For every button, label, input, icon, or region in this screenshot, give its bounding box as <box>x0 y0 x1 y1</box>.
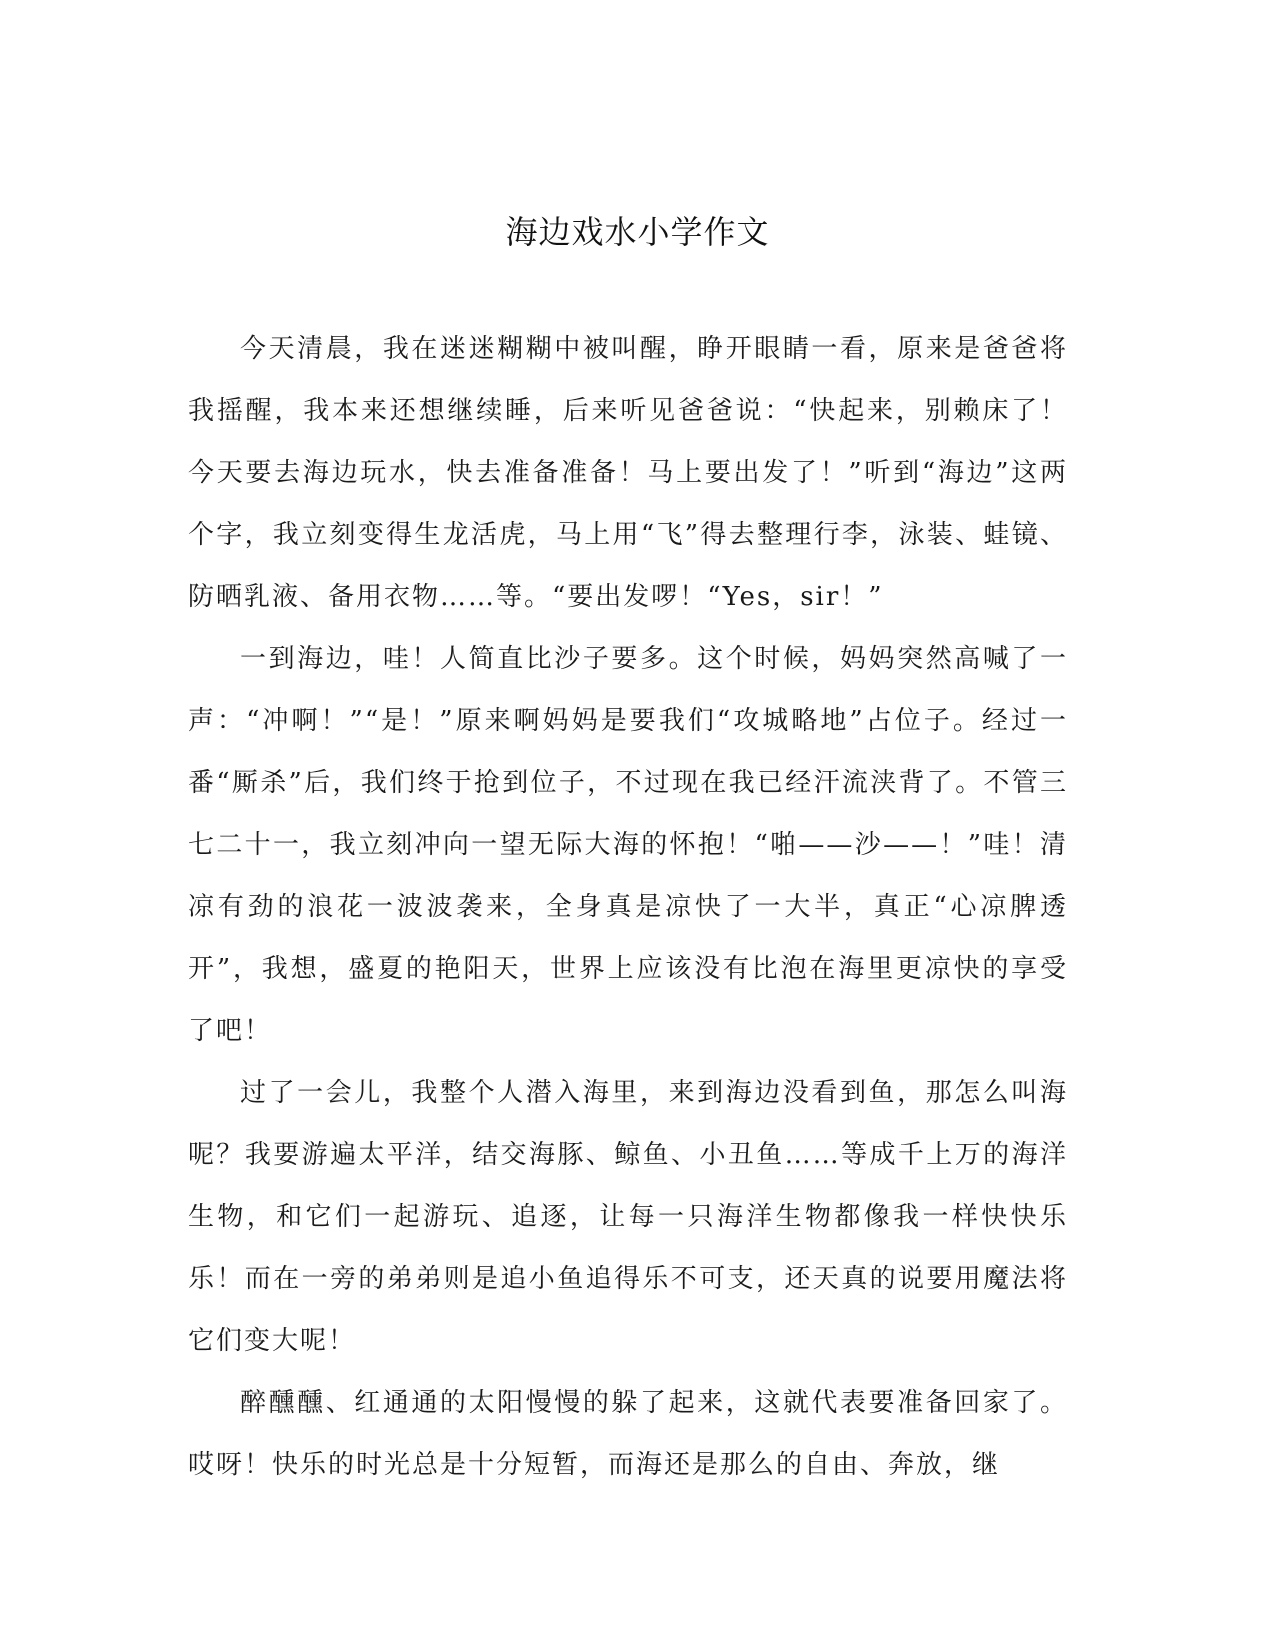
paragraph-2: 一到海边，哇！人简直比沙子要多。这个时候，妈妈突然高喊了一声：“冲啊！”“是！”原来啊妈妈是要我们“攻城略地”占位子。经过一番“厮杀”后，我们终于抢到位子，不过现在我已经汗流浃背了。不管三七二十一，我立刻冲向一望无际大海的怀抱！“啪——沙——！”哇！清凉有劲的浪花一波波袭来，全身真是凉快了一大半，真正“心凉脾透开”，我想，盛夏的艳阳天，世界上应该没有比泡在海里更凉快的享受了吧！ <box>188 644 1068 1046</box>
document-title: 海边戏水小学作文 <box>505 213 770 251</box>
paragraph-1: 今天清晨，我在迷迷糊糊中被叫醒，睁开眼睛一看，原来是爸爸将我摇醒，我本来还想继续睡，后来听见爸爸说：“快起来，别赖床了！今天要去海边玩水，快去准备准备！马上要出发了！”听到“海边”这两个字，我立刻变得生龙活虎，马上用“飞”得去整理行李，泳装、蛙镜、防晒乳液、备用衣物……等。“要出发啰！“Yes，sir！” <box>188 334 1068 612</box>
paragraph-3: 过了一会儿，我整个人潜入海里，来到海边没看到鱼，那怎么叫海呢？我要游遍太平洋，结交海豚、鲸鱼、小丑鱼……等成千上万的海洋生物，和它们一起游玩、追逐，让每一只海洋生物都像我一样快快乐乐！而在一旁的弟弟则是追小鱼追得乐不可支，还天真的说要用魔法将它们变大呢！ <box>188 1078 1068 1356</box>
essay-body <box>188 318 1068 1496</box>
paragraph-4: 醉醺醺、红通通的太阳慢慢的躲了起来，这就代表要准备回家了。哎呀！快乐的时光总是十分短暂，而海还是那么的自由、奔放，继 <box>188 1388 1068 1480</box>
